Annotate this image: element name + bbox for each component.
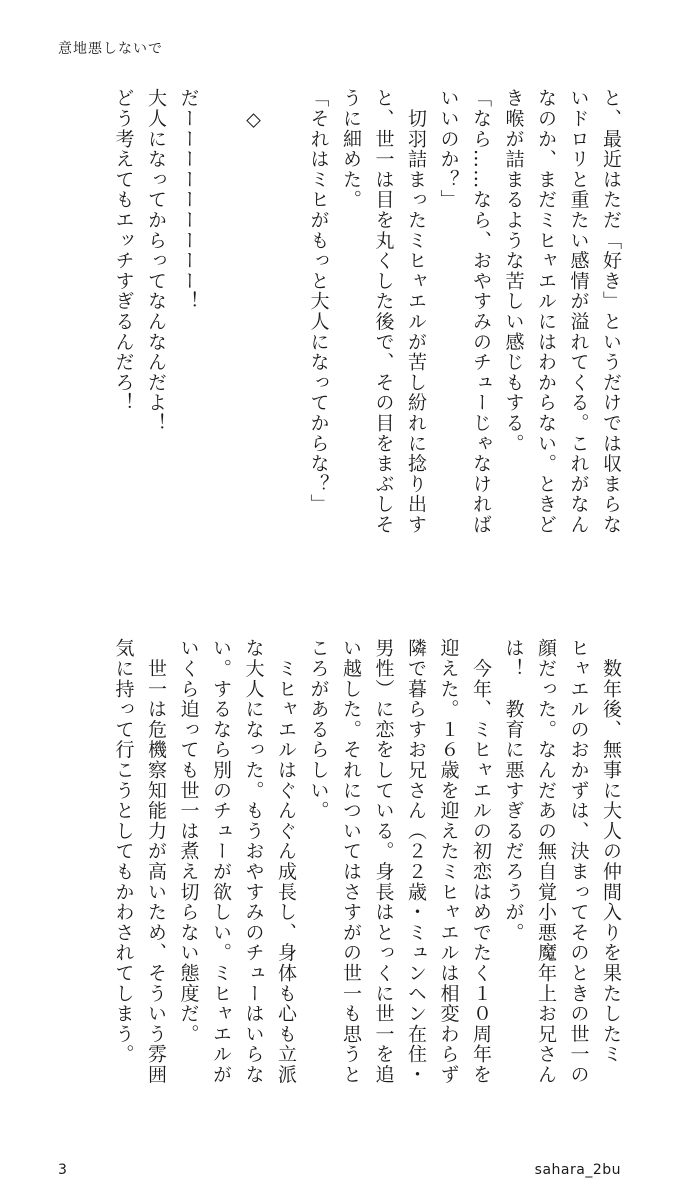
text-line: は！ 教育に悪すぎるだろうが。 (502, 638, 525, 943)
text-line: 世一は危機察知能力が高いため、そういう雰囲 (145, 638, 167, 1085)
text-line: ころがあるらしい。 (307, 638, 330, 821)
text-line: なのか、まだミヒャエルにはわからない。ときど (535, 88, 557, 535)
section-break-diamond: ◇ (242, 88, 265, 132)
text-line: 顔だった。なんだあの無自覚小悪魔年上お兄さん (535, 638, 557, 1085)
text-line: 数年後、無事に大人の仲間入りを果たしたミ (600, 638, 622, 1065)
text-line: うに細めた。 (340, 88, 362, 210)
text-block-bottom (57, 638, 627, 1148)
text-line: 迎えた。１６歳を迎えたミヒャエルは相変わらず (437, 638, 460, 1085)
text-line: な大人になった。もうおやすみのチューはいらな (242, 638, 265, 1085)
text-line: だーーーーーーーーー！ (177, 88, 200, 312)
page-number: 3 (58, 1162, 67, 1178)
text-line: どう考えてもエッチすぎるんだろ！ (112, 88, 135, 413)
text-line: ヒャエルのおかずは、決まってそのときの世一の (567, 638, 590, 1085)
page-header-title: 意地悪しないで (58, 41, 163, 57)
text-line: 気に持って行こうとしてもかわされてしまう。 (112, 638, 135, 1065)
blank-line (270, 88, 303, 588)
text-line: 隣で暮らすお兄さん（２２歳・ミュンヘン在住・ (405, 638, 427, 1085)
text-line: 切羽詰まったミヒャエルが苦し紛れに捻り出す (405, 88, 427, 535)
text-line: いくら迫っても世一は煮え切らない態度だ。 (177, 638, 200, 1044)
text-line: いドロリと重たい感情が溢れてくる。これがなん (567, 88, 590, 535)
text-block-top (57, 88, 627, 588)
text-line: い越した。それについてはさすがの世一も思うと (340, 638, 362, 1085)
text-line: いいのか？」 (437, 88, 460, 210)
author-handle: sahara_2bu (534, 1162, 621, 1178)
text-line: 男性）に恋をしている。身長はとっくに世一を追 (372, 638, 395, 1085)
text-line: 「なら……なら、おやすみのチューじゃなければ (470, 88, 492, 535)
text-line: い。するなら別のチューが欲しい。ミヒャエルが (210, 638, 232, 1085)
text-line: 今年、ミヒャエルの初恋はめでたく１０周年を (470, 638, 492, 1085)
text-line: と、最近はただ「好き」というだけでは収まらな (600, 88, 622, 535)
text-line: き喉が詰まるような苦しい感じもする。 (502, 88, 525, 454)
text-line: 「それはミヒがもっと大人になってからな？」 (307, 88, 330, 515)
text-line: 大人になってからってなんなんだよ！ (145, 88, 167, 434)
text-line: ミヒャエルはぐんぐん成長し、身体も心も立派 (275, 638, 297, 1085)
blank-line (205, 88, 238, 588)
text-line: と、世一は目を丸くした後で、その目をまぶしそ (372, 88, 395, 535)
